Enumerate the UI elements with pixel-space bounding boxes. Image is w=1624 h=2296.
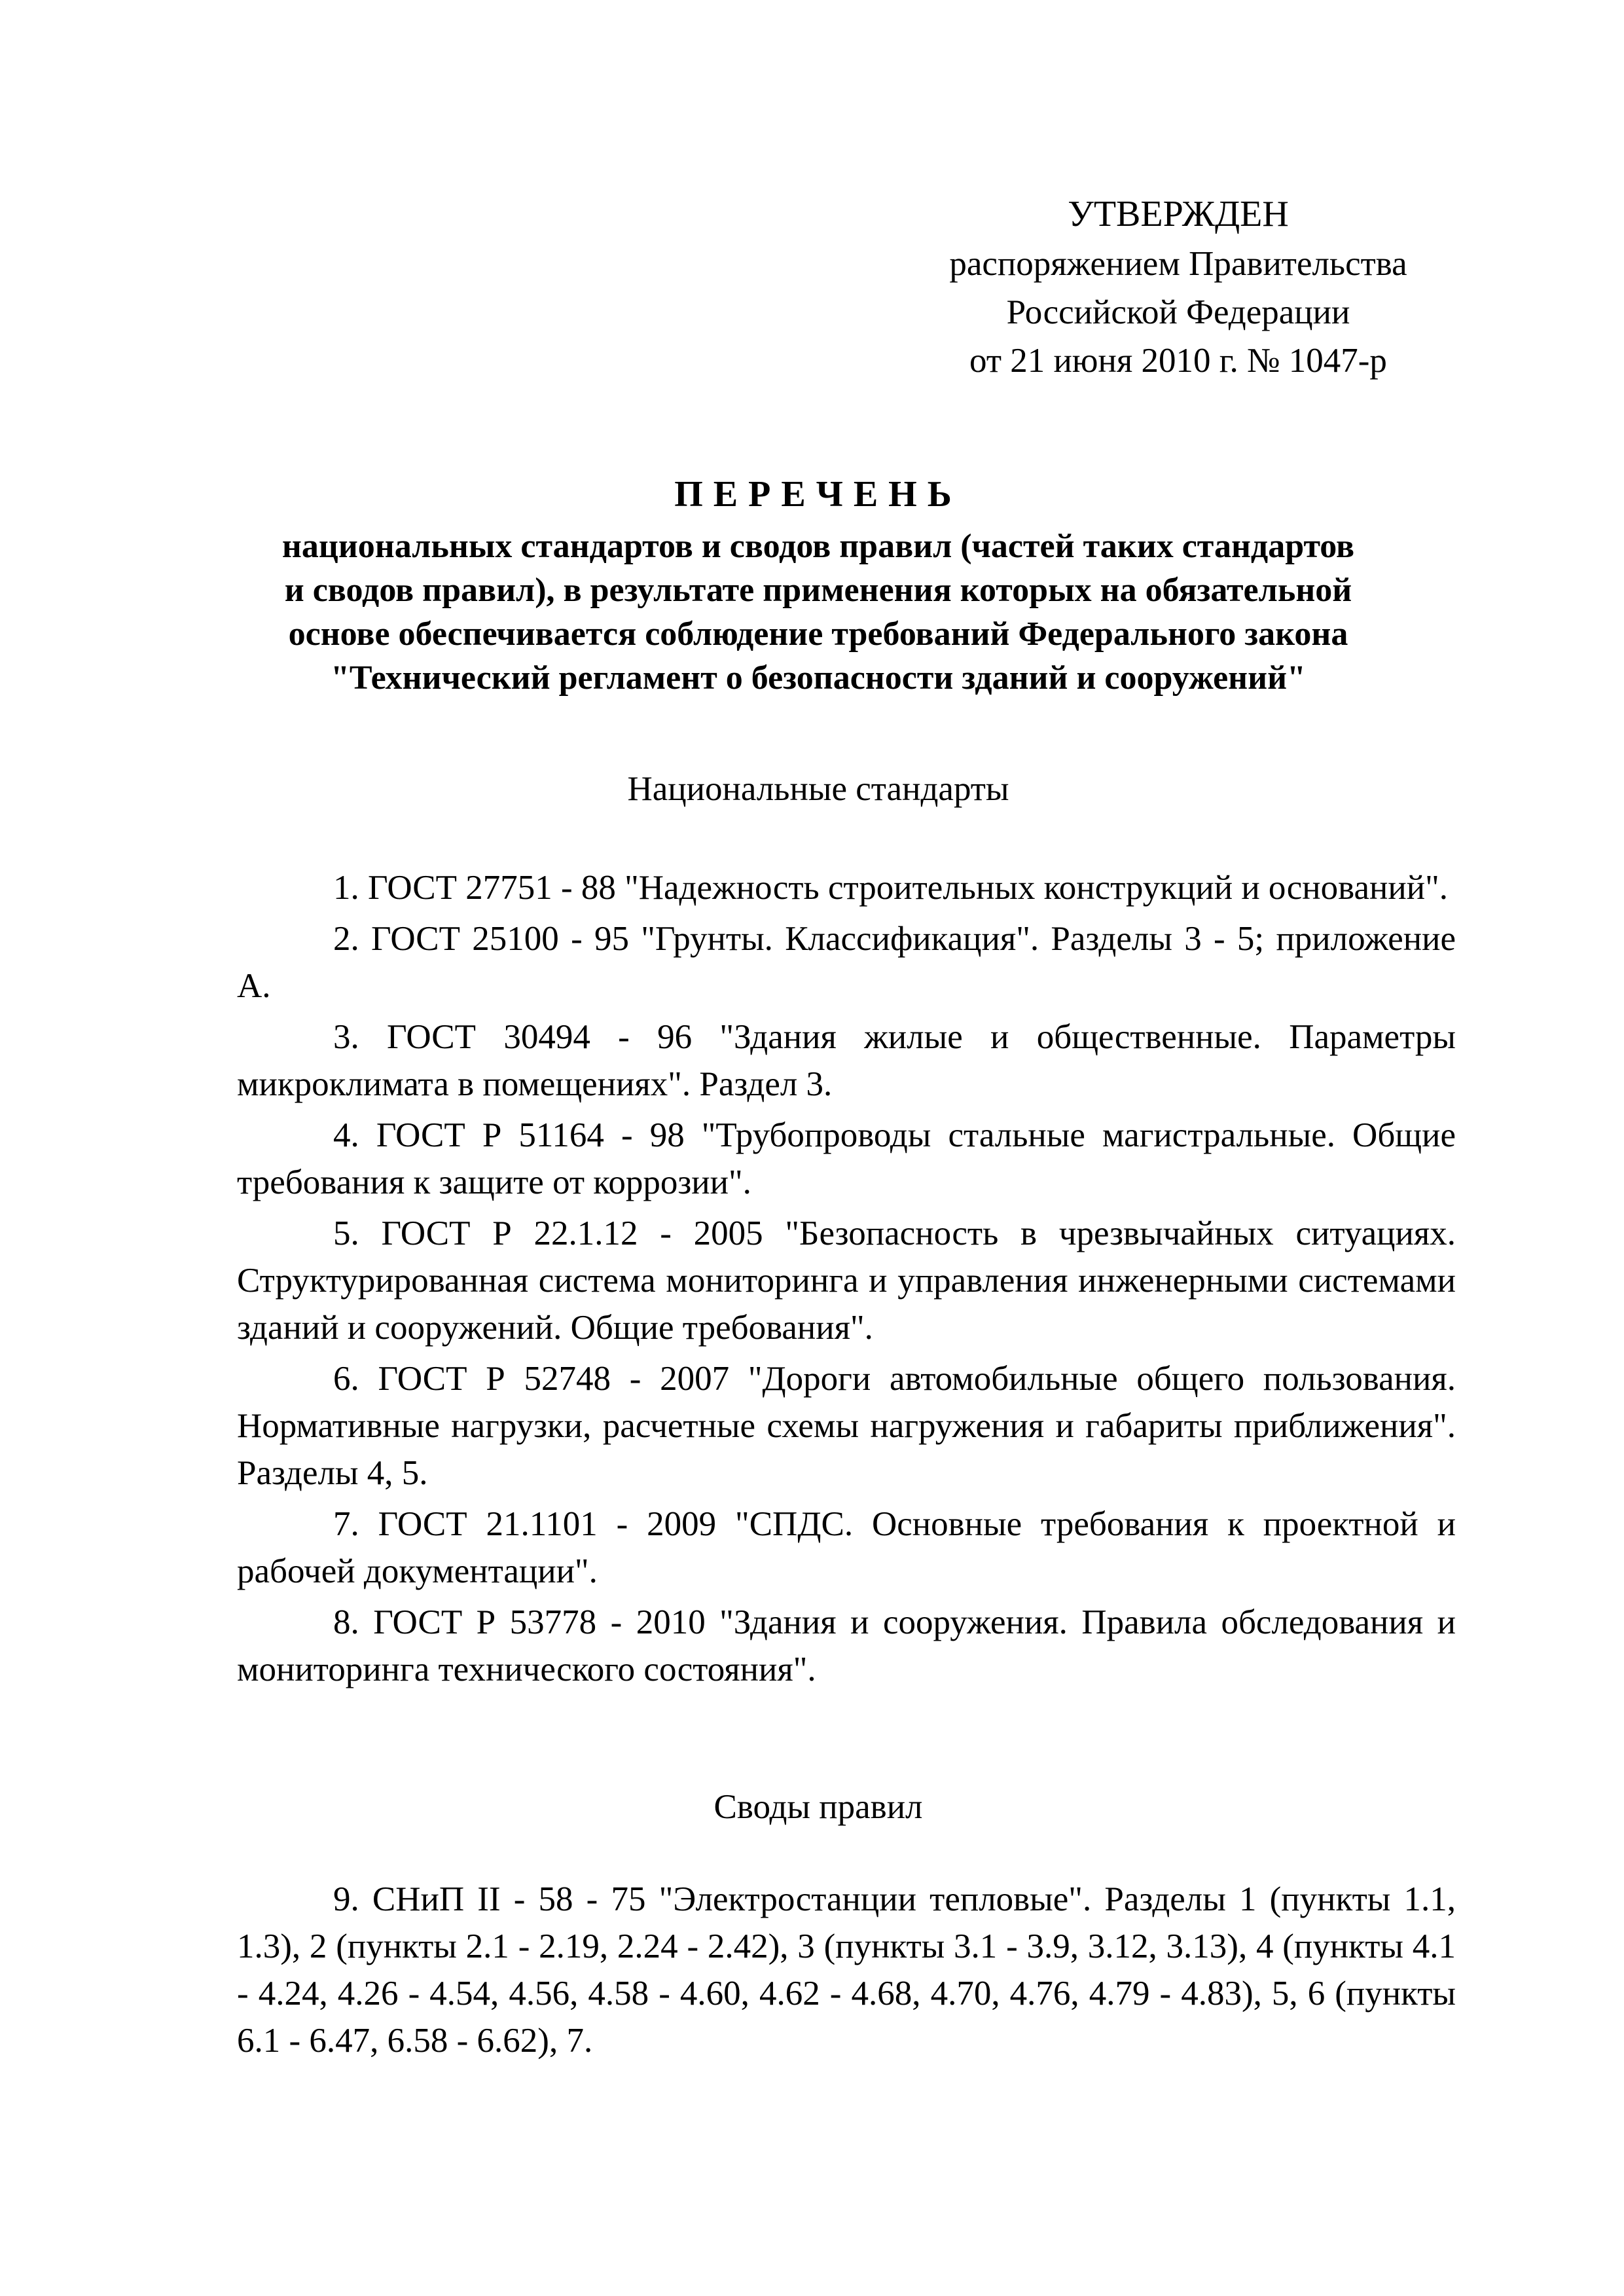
title-subtitle-line: основе обеспечивается соблюдение требований Федерального закона bbox=[288, 615, 1348, 653]
list-item: 4. ГОСТ Р 51164 - 98 "Трубопроводы стальные магистральные. Общие требования к защите от коррозии". bbox=[237, 1116, 1456, 1201]
list-item: 8. ГОСТ Р 53778 - 2010 "Здания и сооружения. Правила обследования и мониторинга технического состояния". bbox=[237, 1603, 1456, 1688]
list-item: 9. СНиП II - 58 - 75 "Электростанции тепловые". Разделы 1 (пункты 1.1, 1.3), 2 (пункты 2.1 - 2.19, 2.24 - 2.42), 3 (пункты 3.1 - 3.9, 3.12, 3.13), 4 (пункты 4.1 - 4.24, 4.26 - 4.54, 4.56, 4.58 - 4.60, 4.62 - 4.68, 4.70, 4.76, 4.79 - 4.83), 5, 6 (пункты 6.1 - 6.47, 6.58 - 6.62), 7. bbox=[237, 1880, 1456, 2060]
rules-list bbox=[237, 1876, 1456, 2068]
title-subtitle-line: и сводов правил), в результате применения которых на обязательной bbox=[284, 572, 1352, 609]
standards-list bbox=[237, 864, 1456, 1697]
list-item: 5. ГОСТ Р 22.1.12 - 2005 "Безопасность в чрезвычайных ситуациях. Структурированная система мониторинга и управления инженерными системами зданий и сооружений. Общие требования". bbox=[237, 1214, 1456, 1347]
title-subtitle-line: национальных стандартов и сводов правил (частей таких стандартов bbox=[281, 528, 1355, 565]
approval-title: УТВЕРЖДЕН bbox=[1068, 194, 1289, 234]
approval-line: распоряжением Правительства bbox=[949, 245, 1407, 283]
document-title bbox=[196, 468, 1440, 700]
approval-stamp bbox=[920, 190, 1437, 385]
list-item: 3. ГОСТ 30494 - 96 "Здания жилые и общественные. Параметры микроклимата в помещениях". Раздел 3. bbox=[237, 1018, 1456, 1103]
section-heading-standards: Национальные стандарты bbox=[627, 770, 1009, 808]
list-item: 1. ГОСТ 27751 - 88 "Надежность строительных конструкций и оснований". bbox=[333, 869, 1448, 907]
list-item: 2. ГОСТ 25100 - 95 "Грунты. Классификация". Разделы 3 - 5; приложение А. bbox=[237, 920, 1456, 1005]
list-item: 7. ГОСТ 21.1101 - 2009 "СПДС. Основные требования к проектной и рабочей документации". bbox=[237, 1505, 1456, 1590]
approval-line: от 21 июня 2010 г. № 1047-р bbox=[969, 342, 1387, 380]
title-main: ПЕРЕЧЕНЬ bbox=[674, 474, 962, 515]
section-heading-rules: Своды правил bbox=[713, 1788, 923, 1826]
list-item: 6. ГОСТ Р 52748 - 2007 "Дороги автомобильные общего пользования. Нормативные нагрузки, расчетные схемы нагружения и габариты приближения". Разделы 4, 5. bbox=[237, 1360, 1456, 1492]
title-subtitle-line: "Технический регламент о безопасности зданий и сооружений" bbox=[331, 659, 1306, 697]
approval-line: Российской Федерации bbox=[1006, 293, 1350, 331]
